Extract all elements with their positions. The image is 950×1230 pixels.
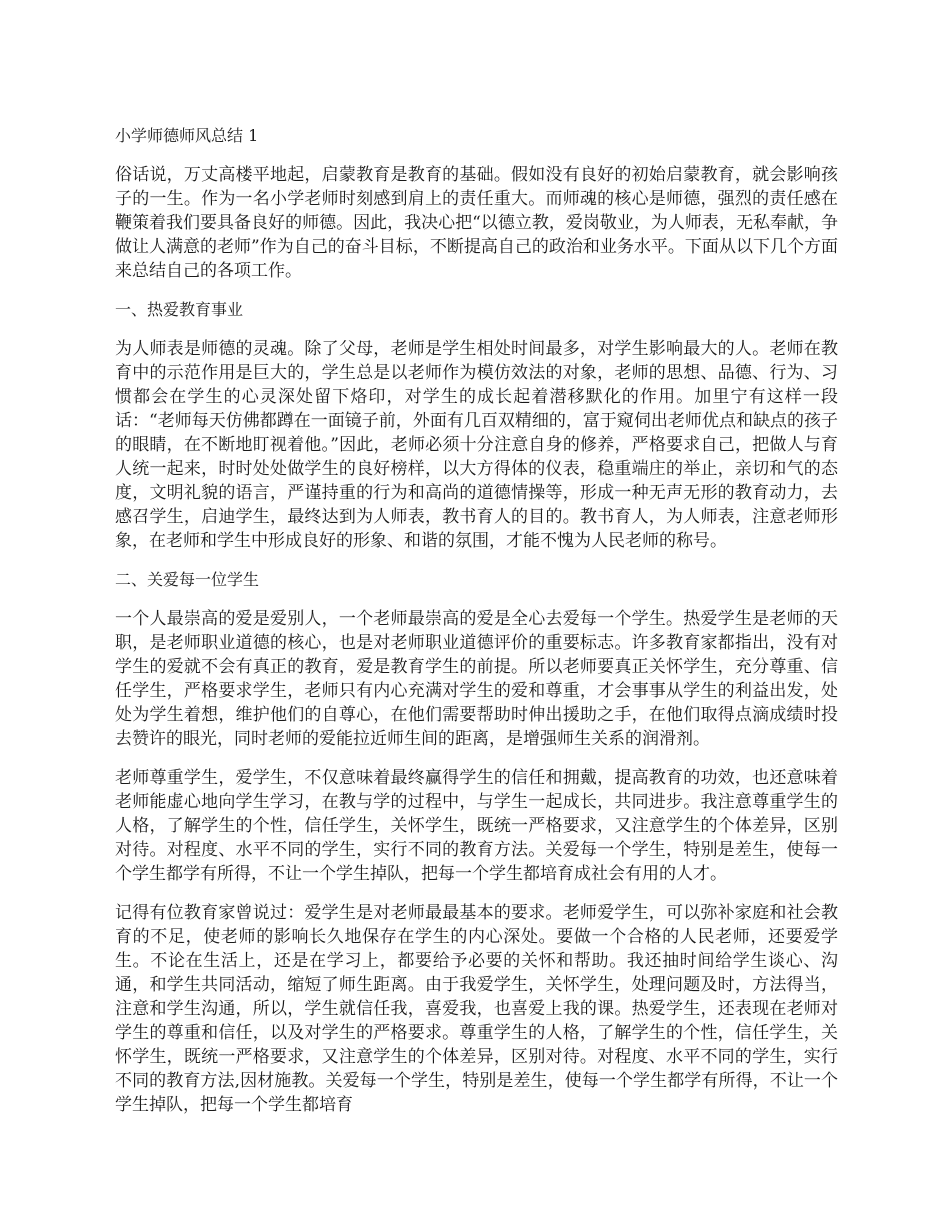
section-2-paragraph-1: 一个人最崇高的爱是爱别人，一个老师最崇高的爱是全心去爱每一个学生。热爱学生是老师的天职，是老师职业道德的核心，也是对老师职业道德评价的重要标志。许多教育家都指出，没有对学生的爱就不会有真正的教育，爱是教育学生的前提。所以老师要真正关怀学生，充分尊重、信任学生，严格要求学生，老师只有内心充满对学生的爱和尊重，才会事事从学生的利益出发，处处为学生着想，维护他们的自尊心，在他们需要帮助时伸出援助之手，在他们取得点滴成绩时投去赞许的眼光，同时老师的爱能拉近师生间的距离，是增强师生关系的润滑剂。 xyxy=(115,609,838,749)
document-body xyxy=(115,124,838,1132)
section-heading-1: 一、热爱教育事业 xyxy=(115,300,244,319)
document-title: 小学师德师风总结 1 xyxy=(115,126,259,145)
section-heading-2: 二、关爱每一位学生 xyxy=(115,570,260,589)
section-2-paragraph-3: 记得有位教育家曾说过：爱学生是对老师最最基本的要求。老师爱学生，可以弥补家庭和社会教育的不足，使老师的影响长久地保存在学生的内心深处。要做一个合格的人民老师，还要爱学生。不论在生活上，还是在学习上，都要给予必要的关怀和帮助。我还抽时间给学生谈心、沟通，和学生共同活动，缩短了师生距离。由于我爱学生，关怀学生，处理问题及时，方法得当，注意和学生沟通，所以，学生就信任我，喜爱我，也喜爱上我的课。热爱学生，还表现在老师对学生的尊重和信任，以及对学生的严格要求。尊重学生的人格，了解学生的个性，信任学生，关怀学生，既统一严格要求，又注意学生的个体差异，区别对待。对程度、水平不同的学生，实行不同的教育方法,因材施教。关爱每一个学生，特别是差生，使每一个学生都学有所得，不让一个学生掉队，把每一个学生都培育 xyxy=(115,903,838,1115)
section-1-paragraph: 为人师表是师德的灵魂。除了父母，老师是学生相处时间最多，对学生影响最大的人。老师在教育中的示范作用是巨大的，学生总是以老师作为模仿效法的对象，老师的思想、品德、行为、习惯都会在学生的心灵深处留下烙印，对学生的成长起着潜移默化的作用。加里宁有这样一段话：“老师每天仿佛都蹲在一面镜子前，外面有几百双精细的，富于窥伺出老师优点和缺点的孩子的眼睛，在不断地盯视着他。”因此，老师必须十分注意自身的修养，严格要求自己，把做人与育人统一起来，时时处处做学生的良好榜样，以大方得体的仪表，稳重端庄的举止，亲切和气的态度，文明礼貌的语言，严谨持重的行为和高尚的道德情操等，形成一种无声无形的教育动力，去感召学生，启迪学生，最终达到为人师表，教书育人的目的。教书育人，为人师表，注意老师形象，在老师和学生中形成良好的形象、和谐的氛围，才能不愧为人民老师的称号。 xyxy=(115,339,838,551)
intro-paragraph: 俗话说，万丈高楼平地起，启蒙教育是教育的基础。假如没有良好的初始启蒙教育，就会影响孩子的一生。作为一名小学老师时刻感到肩上的责任重大。而师魂的核心是师德，强烈的责任感在鞭策着我们要具备良好的师德。因此，我决心把“以德立教，爱岗敬业，为人师表，无私奉献，争做让人满意的老师”作为自己的奋斗目标，不断提高自己的政治和业务水平。下面从以下几个方面来总结自己的各项工作。 xyxy=(115,165,838,281)
section-2-paragraph-2: 老师尊重学生，爱学生，不仅意味着最终赢得学生的信任和拥戴，提高教育的功效，也还意味着老师能虚心地向学生学习，在教与学的过程中，与学生一起成长，共同进步。我注意尊重学生的人格，了解学生的个性，信任学生，关怀学生，既统一严格要求，又注意学生的个体差异，区别对待。对程度、水平不同的学生，实行不同的教育方法。关爱每一个学生，特别是差生，使每一个学生都学有所得，不让一个学生掉队，把每一个学生都培育成社会有用的人才。 xyxy=(115,768,838,884)
